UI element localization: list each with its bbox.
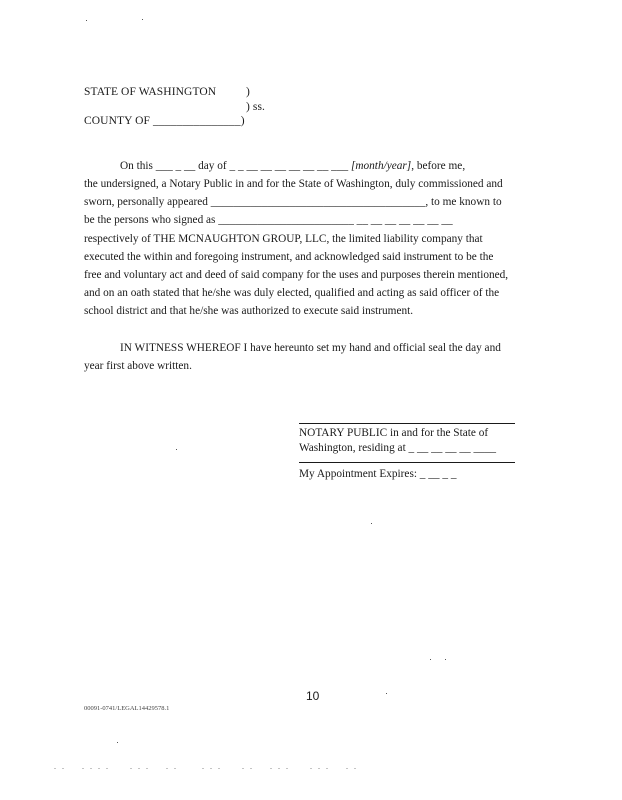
scan-speck: [117, 742, 118, 743]
acknowledgment-line: be the persons who signed as ________________________ __ __ __ __ __ __ __: [84, 214, 453, 226]
notary-residing-label: Washington, residing at _ __ __ __ __ ____: [299, 442, 497, 454]
ss-caption: ) ss.: [246, 101, 266, 113]
scan-speck: [386, 693, 387, 694]
scan-speck: [445, 659, 446, 660]
witness-line: IN WITNESS WHEREOF I have hereunto set my hand and official seal the day and: [120, 342, 501, 354]
witness-line: year first above written.: [84, 360, 192, 372]
appointment-expires-label: My Appointment Expires: _ __ _ _: [299, 468, 457, 480]
scan-noise: . . . . . . . . . . . . . . . . . . . . . . . .: [54, 762, 358, 771]
scan-speck: [371, 523, 372, 524]
caption-paren: ): [246, 86, 250, 98]
acknowledgment-line: executed the within and foregoing instrument, and acknowledged said instrument to be the: [84, 251, 494, 263]
acknowledgment-line: the undersigned, a Notary Public in and for the State of Washington, duly commissioned and: [84, 178, 503, 190]
acknowledgment-line: and on an oath stated that he/she was duly elected, qualified and acting as said officer of the: [84, 287, 500, 299]
notary-public-label: NOTARY PUBLIC in and for the State of: [299, 427, 489, 439]
acknowledgment-line: sworn, personally appeared ______________________________________, to me known to: [84, 196, 502, 208]
scan-speck: [142, 19, 143, 20]
acknowledgment-line: On this ___ _ __ day of _ _ __ __ __ __ __ __ ___ [month/year], before me,: [120, 160, 466, 172]
scan-speck: [430, 659, 431, 660]
notary-signature-rule: [299, 423, 515, 424]
notary-residing-rule: [299, 462, 515, 463]
acknowledgment-line: respectively of THE MCNAUGHTON GROUP, LLC, the limited liability company that: [84, 233, 483, 245]
page-number: 10: [306, 689, 320, 703]
county-caption: COUNTY OF _______________): [84, 115, 245, 127]
acknowledgment-line: school district and that he/she was authorized to execute said instrument.: [84, 305, 414, 317]
document-id: 00091-0741/LEGAL14429578.1: [84, 705, 170, 712]
scan-speck: [86, 20, 87, 21]
acknowledgment-line: free and voluntary act and deed of said company for the uses and purposes therein mentioned,: [84, 269, 509, 281]
scan-speck: [176, 449, 177, 450]
state-caption: STATE OF WASHINGTON: [84, 86, 217, 98]
